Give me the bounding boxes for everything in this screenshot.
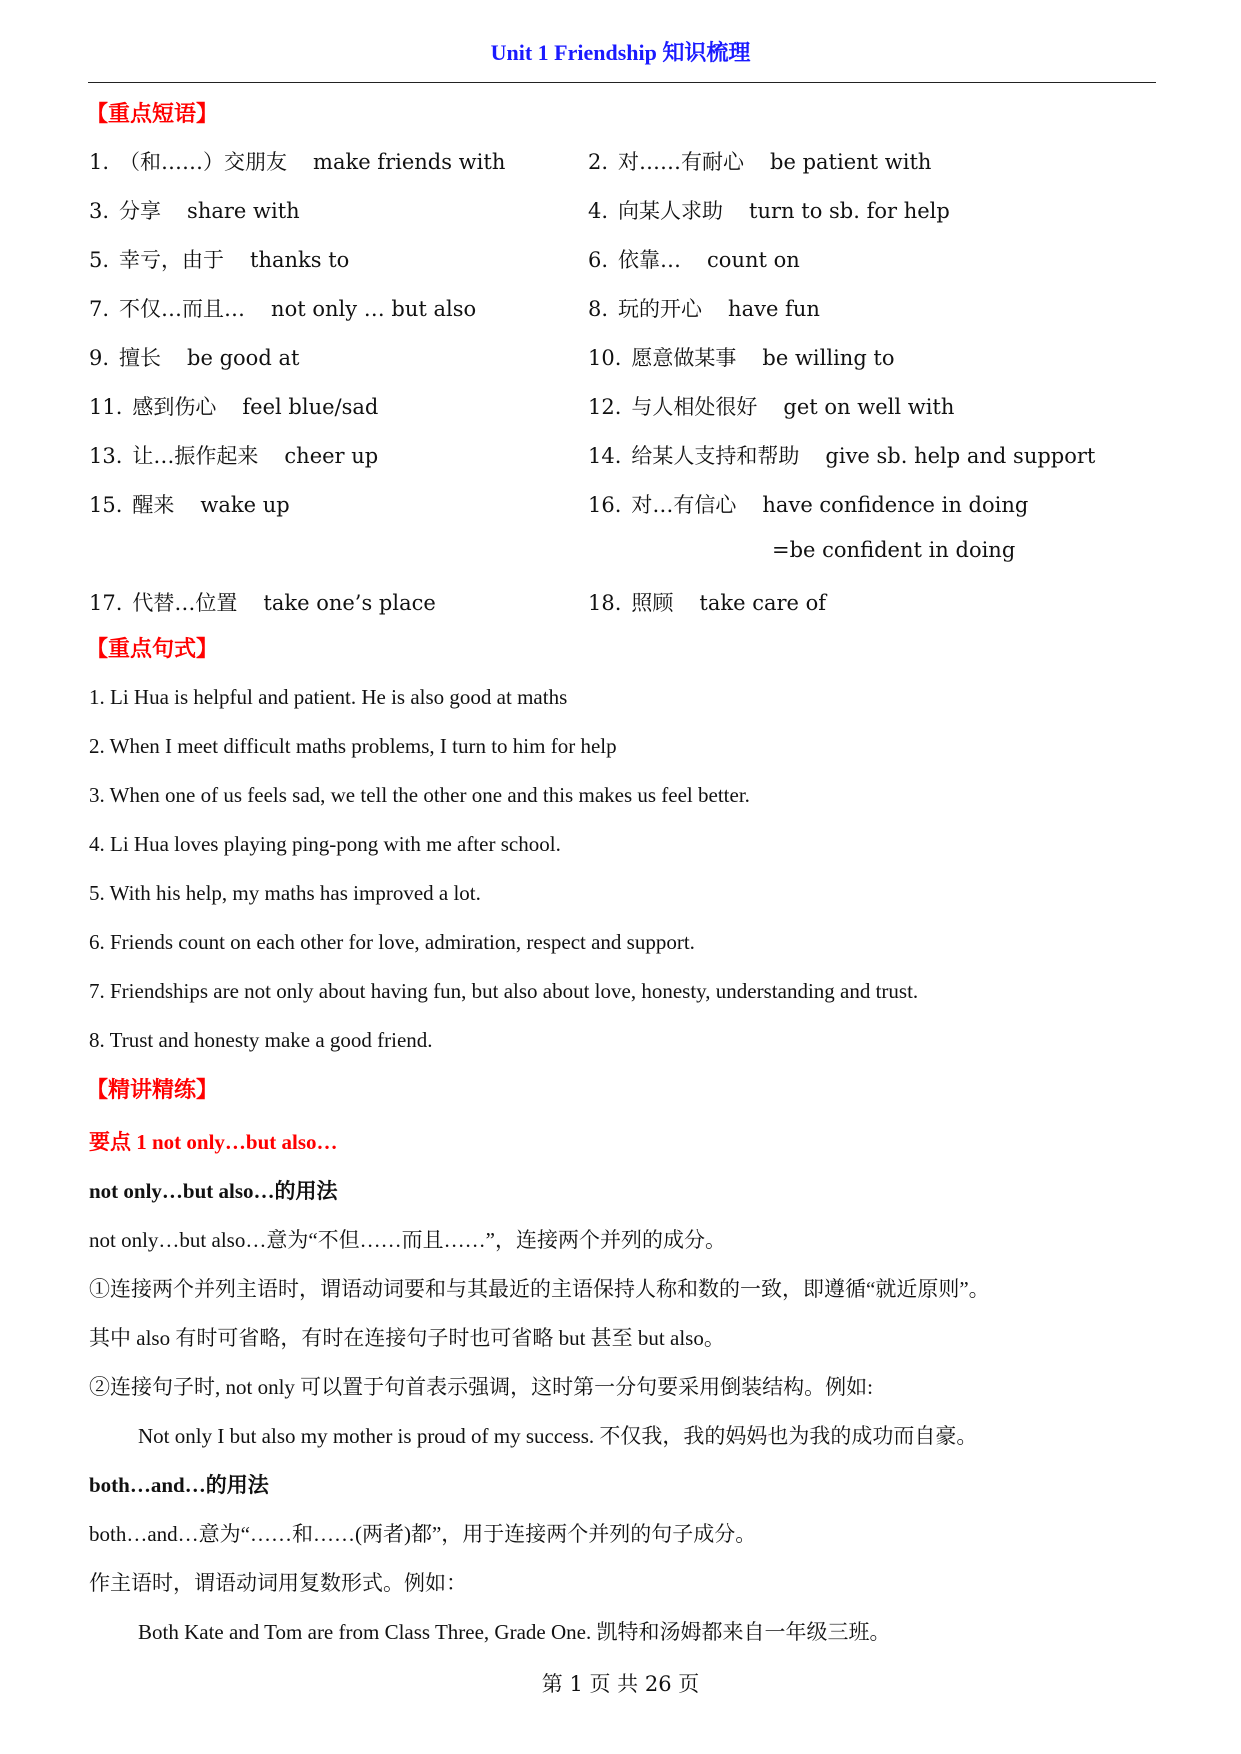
sentence-item: 7. Friendships are not only about having fun, but also about love, honesty, understanding and trust. xyxy=(89,979,919,1003)
example-sentence: Both Kate and Tom are from Class Three, Grade One. 凯特和汤姆都来自一年级三班。 xyxy=(138,1620,891,1644)
phrase-item: 12. 与人相处很好 get on well with xyxy=(588,395,955,419)
practice-heading: 【精讲精练】 xyxy=(86,1077,219,1103)
phrase-item: 11. 感到伤心 feel blue/sad xyxy=(89,395,379,419)
phrase-item: 5. 幸亏，由于 thanks to xyxy=(89,248,350,272)
page-title: Unit 1 Friendship 知识梳理 xyxy=(490,40,751,65)
page-number: 第 1 页 共 26 页 xyxy=(541,1672,700,1696)
sentences-heading: 【重点句式】 xyxy=(86,636,219,662)
usage-text: ①连接两个并列主语时，谓语动词要和与其最近的主语保持人称和数的一致，即遵循“就近原则”。 xyxy=(89,1277,990,1301)
phrase-item: 17. 代替…位置 take one’s place xyxy=(89,591,436,615)
usage-text: 其中 also 有时可省略，有时在连接句子时也可省略 but 甚至 but also。 xyxy=(89,1326,725,1350)
usage-text: 作主语时，谓语动词用复数形式。例如： xyxy=(89,1571,467,1595)
usage-text: both…and…意为“……和……(两者)都”，用于连接两个并列的句子成分。 xyxy=(89,1522,757,1546)
sentence-item: 2. When I meet difficult maths problems, I turn to him for help xyxy=(89,734,617,758)
usage-text: ②连接句子时, not only 可以置于句首表示强调，这时第一分句要采用倒装结构。例如: xyxy=(89,1375,874,1399)
usage-title: both…and…的用法 xyxy=(89,1473,269,1497)
sentence-item: 4. Li Hua loves playing ping-pong with me after school. xyxy=(89,832,561,856)
key-point-title: 要点 1 not only…but also… xyxy=(89,1130,338,1154)
phrase-item: 2. 对……有耐心 be patient with xyxy=(588,150,932,174)
phrases-heading: 【重点短语】 xyxy=(86,101,219,127)
phrase-item: 15. 醒来 wake up xyxy=(89,493,290,517)
phrase-alternative: =be confident in doing xyxy=(772,538,1016,562)
phrase-item: 9. 擅长 be good at xyxy=(89,346,300,370)
phrase-item: 13. 让…振作起来 cheer up xyxy=(89,444,379,468)
sentence-item: 6. Friends count on each other for love, admiration, respect and support. xyxy=(89,930,695,954)
phrase-item: 8. 玩的开心 have fun xyxy=(588,297,820,321)
phrase-item: 6. 依靠… count on xyxy=(588,248,800,272)
phrase-item: 7. 不仅…而且… not only … but also xyxy=(89,297,477,321)
phrase-item: 1. （和……）交朋友 make friends with xyxy=(89,150,506,174)
sentence-item: 8. Trust and honesty make a good friend. xyxy=(89,1028,433,1052)
header-divider xyxy=(88,82,1156,83)
sentence-item: 3. When one of us feels sad, we tell the other one and this makes us feel better. xyxy=(89,783,750,807)
phrase-item: 18. 照顾 take care of xyxy=(588,591,827,615)
sentence-item: 5. With his help, my maths has improved a lot. xyxy=(89,881,481,905)
example-sentence: Not only I but also my mother is proud of my success. 不仅我，我的妈妈也为我的成功而自豪。 xyxy=(138,1424,978,1448)
phrase-item: 14. 给某人支持和帮助 give sb. help and support xyxy=(588,444,1096,468)
phrase-item: 3. 分享 share with xyxy=(89,199,300,223)
sentence-item: 1. Li Hua is helpful and patient. He is also good at maths xyxy=(89,685,568,709)
phrase-item: 10. 愿意做某事 be willing to xyxy=(588,346,895,370)
usage-text: not only…but also…意为“不但……而且……”，连接两个并列的成分。 xyxy=(89,1228,726,1252)
usage-title: not only…but also…的用法 xyxy=(89,1179,338,1203)
phrase-item: 4. 向某人求助 turn to sb. for help xyxy=(588,199,950,223)
phrase-item: 16. 对…有信心 have confidence in doing xyxy=(588,493,1029,517)
